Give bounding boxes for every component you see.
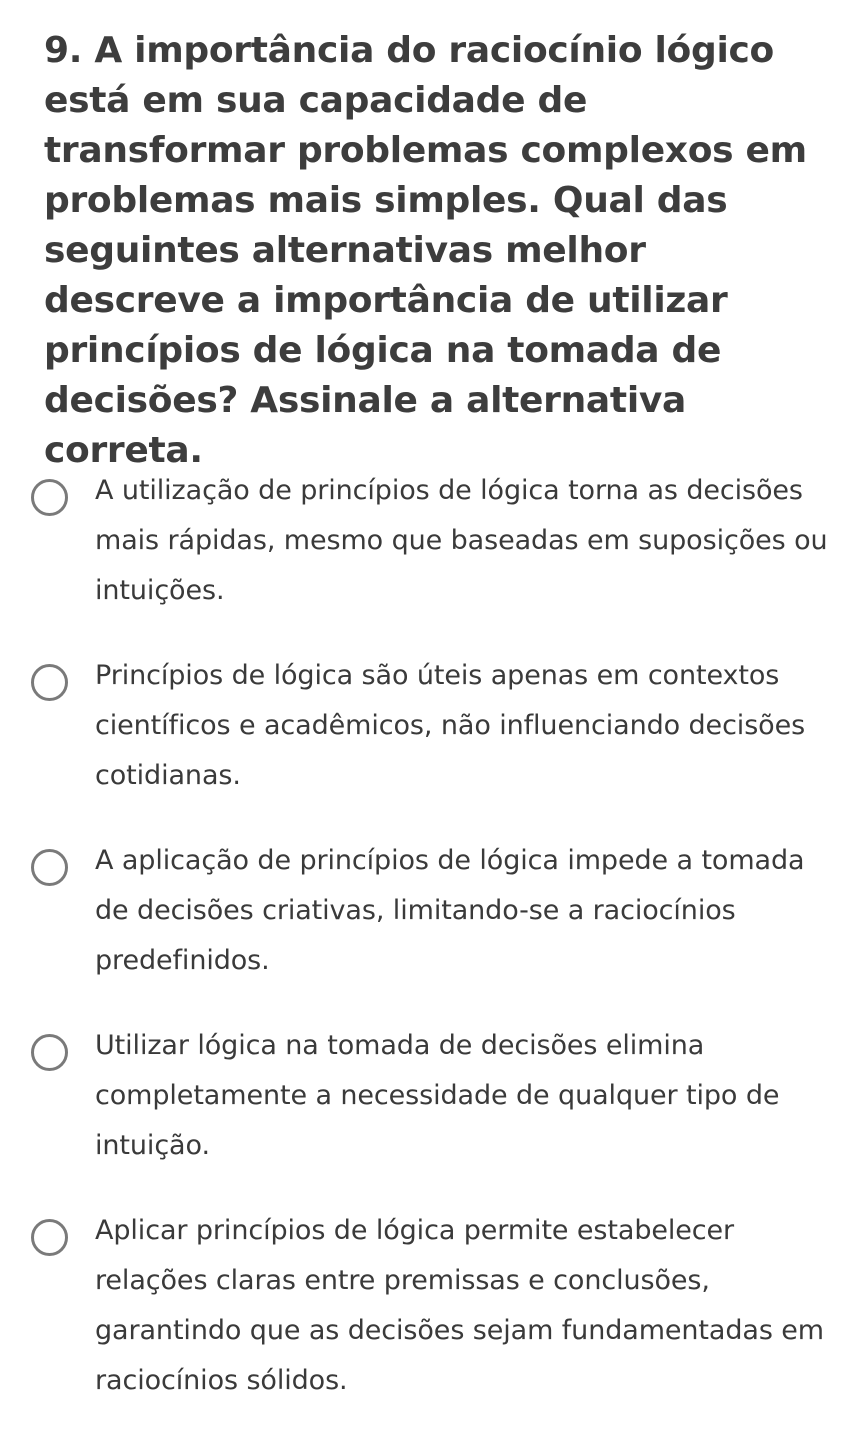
option-b[interactable] <box>0 651 857 801</box>
option-label: Princípios de lógica são úteis apenas em contextos científicos e acadêmicos, não influenciando decisões cotidianas. <box>95 660 806 791</box>
radio-unchecked-icon[interactable] <box>31 1219 68 1256</box>
option-e[interactable] <box>0 1206 857 1406</box>
question-text: 9. A importância do raciocínio lógico está em sua capacidade de transformar problemas complexos em problemas mais simples. Qual das seguintes alternativas melhor descreve a importância de utilizar princípios de lógica na tomada de decisões? Assinale a alternativa correta. <box>44 30 807 471</box>
radio-unchecked-icon[interactable] <box>31 664 68 701</box>
radio-unchecked-icon[interactable] <box>31 849 68 886</box>
radio-unchecked-icon[interactable] <box>31 479 68 516</box>
option-a[interactable] <box>0 466 857 616</box>
option-c[interactable] <box>0 836 857 986</box>
option-label: Utilizar lógica na tomada de decisões elimina completamente a necessidade de qualquer tipo de intuição. <box>95 1030 780 1161</box>
radio-unchecked-icon[interactable] <box>31 1034 68 1071</box>
option-label: A aplicação de princípios de lógica impede a tomada de decisões criativas, limitando-se a raciocínios predefinidos. <box>95 845 805 976</box>
answer-options <box>0 466 857 1441</box>
option-label: Aplicar princípios de lógica permite estabelecer relações claras entre premissas e conclusões, garantindo que as decisões sejam fundamentadas em raciocínios sólidos. <box>95 1215 824 1396</box>
option-d[interactable] <box>0 1021 857 1171</box>
option-label: A utilização de princípios de lógica torna as decisões mais rápidas, mesmo que baseadas em suposições ou intuições. <box>95 475 828 606</box>
